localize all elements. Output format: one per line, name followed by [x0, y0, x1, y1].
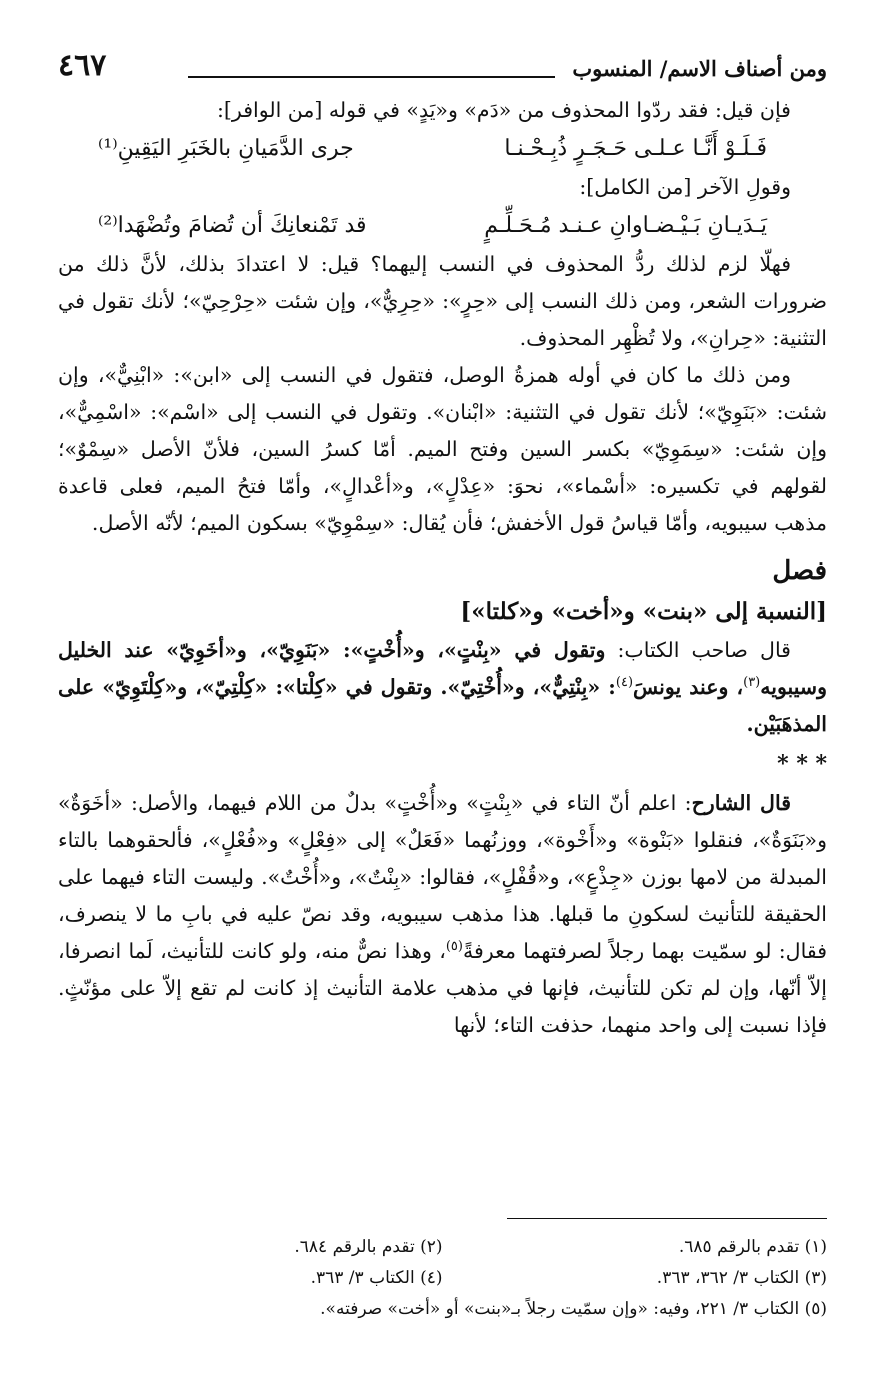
page-header — [58, 48, 827, 92]
paragraph-question: فإن قيل: فقد ردّوا المحذوف من «دَم» و«يَدٍ» في قوله [من الوافر]: — [217, 98, 791, 122]
author-text-part-3: : «بِنْتِيٌّ»، و«أُخْتِيّ». وتقول في «كِلْتا»: «كِلْتِيّ»، و«كِلْتَوِيّ» على المذهَبَيْن. — [58, 675, 827, 736]
verse-2-second-hemistich: قد تَمْنعانِكَ أن تُضامَ وتُضْهَدا⁽²⁾ — [98, 213, 367, 238]
header-rule — [188, 76, 555, 78]
footnotes — [58, 1232, 827, 1325]
footnote-ref-5: (٥) — [445, 939, 463, 955]
running-head: ومن أصناف الاسم/ المنسوب — [572, 56, 827, 81]
verse-line-2 — [58, 206, 827, 246]
commentary-text-continued: ، وهذا نصٌّ منه، ولو كانت للتأنيث، لَما انصرفا، إلاّ أنّها، وإن لم تكن للتأنيث، فإنها في مذهب علامة التأنيث إذ كانت لم تقع إلاّ على مؤنّثٍ. فإذا نسبت إلى واحد منهما، حذفت التاء؛ لأنها — [58, 939, 827, 1037]
commentary-paragraph — [58, 785, 827, 1044]
main-text — [58, 92, 827, 1044]
page-number: ٤٦٧ — [58, 48, 107, 83]
section-subtitle: [النسبة إلى «بنت» و«أخت» و«كلتا»] — [460, 598, 827, 625]
author-statement — [58, 632, 827, 743]
author-text-part-1: وتقول في «بِنْتٍ»، و«أُخْتٍ»: «بَنَوِيّ»، و«أخَوِيّ» عند الخليل وسيبويه — [58, 638, 827, 699]
verse-1-first-hemistich: فَـلَـوْ أَنَّـا عـلـى حَـجَـرٍ ذُبِـحْـنـا — [504, 136, 767, 161]
author-text-part-2: ، وعند يونسَ — [633, 675, 744, 699]
footnote-row-1 — [58, 1232, 827, 1263]
paragraph-other-poet: وقولِ الآخر [من الكامل]: — [579, 175, 791, 199]
footnote-5: (٥) الكتاب ٣/ ٢٢١، وفيه: «وإن سمّيت رجلاً بـ«بنت» أو «أخت» صرفته». — [320, 1299, 827, 1319]
footnote-ref-3: (٣) — [743, 675, 761, 691]
footnote-2: (٢) تقدم بالرقم ٦٨٤. — [294, 1237, 443, 1257]
paragraph-hamzat-wasl: ومن ذلك ما كان في أوله همزةُ الوصل، فتقول في النسب إلى «ابن»: «ابْنِيٌّ»، وإن شئت: «بَنَوِيّ»؛ لأنك تقول في التثنية: «ابْنان». وتقول في النسب إلى «اسْم»: «اسْمِيٌّ»، وإن شئت: «سِمَوِيّ» بكسر السين وفتح الميم. أمّا كسرُ السين، فلأنّ الأصل «سِمْوٌ»؛ لقولهم في تكسيره: «أسْماء»، نحوَ: «عِدْلٍ»، و«أعْدالٍ»، وأمّا فتحُ الميم، فعلى قاعدة مذهب سيبويه، وأمّا قياسُ قول الأخفش؛ فأن يُقال: «سِمْوِيّ» بسكون الميم؛ لأنّه الأصل. — [58, 363, 827, 535]
author-intro: قال صاحب الكتاب: — [605, 638, 791, 662]
section-title: فصل — [772, 556, 827, 586]
commentator-label: قال الشارح — [691, 791, 791, 815]
footnote-1: (١) تقدم بالرقم ٦٨٥. — [678, 1237, 827, 1257]
verse-2-first-hemistich: يَـدَيـانِ بَـيْـضـاوانِ عـنـد مُـحَـلِّـمٍ — [484, 213, 767, 238]
footnote-ref-4: (٤) — [615, 675, 634, 691]
footnote-row-2 — [58, 1263, 827, 1294]
footnote-rule — [507, 1218, 827, 1219]
verse-line-1 — [58, 129, 827, 169]
footnote-4: (٤) الكتاب ٣/ ٣٦٣. — [310, 1268, 443, 1288]
commentary-text: : اعلم أنّ التاء في «بِنْتٍ» و«أُخْتٍ» بدلٌ من اللام فيهما، والأصل: «أخَوَةٌ» و«بَنَوَةٌ»، فنقلوا «بَنْوة» و«أَخْوة»، ووزنُهما «فَعَلٌ» إلى «فِعْلٍ» و«فُعْلٍ»، فألحقوهما بالتاء المبدلة من لامها بوزن «جِذْعٍ»، و«قُفْلٍ»، فقالوا: «بِنْتٌ»، و«أُخْتٌ». وليست التاء فيهما على الحقيقة للتأنيث لسكونِ ما قبلها. هذا مذهب سيبويه، وقد نصّ عليه في بابِ ما لا ينصرف، فقال: لو سمّيت بهما رجلاً لصرفتهما معرفةً — [58, 791, 827, 963]
paragraph-answer: فهلّا لزم لذلك ردُّ المحذوف في النسب إليهما؟ قيل: لا اعتدادَ بذلك، لأنَّ ذلك من ضرورات الشعر، ومن ذلك النسب إلى «حِرٍ»: «حِرِيٌّ»، وإن شئت «حِرْحِيّ»؛ لأنك تقول في التثنية: «حِرانِ»، ولا تُظْهِر المحذوف. — [58, 252, 827, 350]
verse-1-second-hemistich: جرى الدَّمَيانِ بالخَبَرِ اليَقِينِ⁽¹⁾ — [98, 136, 354, 161]
footnote-3: (٣) الكتاب ٣/ ٣٦٢، ٣٦٣. — [656, 1268, 827, 1288]
section-separator: * * * — [777, 751, 827, 777]
